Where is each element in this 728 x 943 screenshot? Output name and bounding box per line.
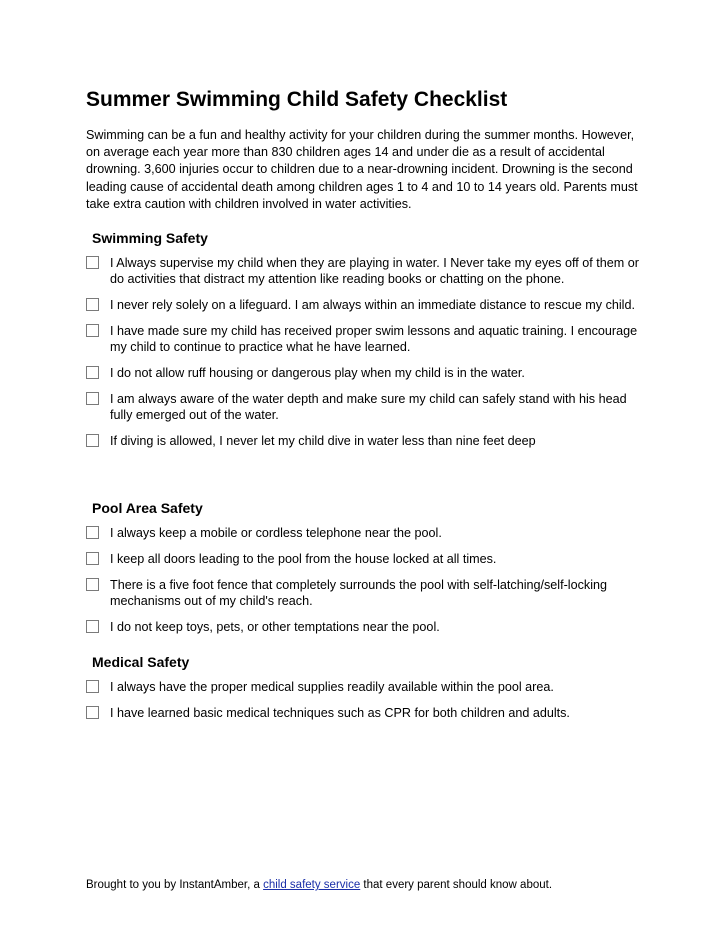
section-medical-safety <box>86 653 646 731</box>
checkbox[interactable] <box>86 256 99 269</box>
checklist-item <box>86 619 640 635</box>
footer-suffix: that every parent should know about. <box>360 879 553 891</box>
section-heading: Pool Area Safety <box>92 500 203 516</box>
checklist-item-text: There is a five foot fence that completely surrounds the pool with self-latching/self-locking mechanisms out of my child's reach. <box>110 578 608 608</box>
checklist-item <box>86 705 640 721</box>
checkbox[interactable] <box>86 578 99 591</box>
checklist-item-text: I have made sure my child has received proper swim lessons and aquatic training. I encourage my child to continue to practice what he have learned. <box>110 324 638 354</box>
section-pool-area-safety <box>86 499 646 645</box>
intro-paragraph: Swimming can be a fun and healthy activity for your children during the summer months. However, on average each year more than 830 children ages 14 and under die as a result of accidental drowning. 3,600 injuries occur to children due to a near-drowning incident. Drowning is the second leading cause of accidental death among children ages 1 to 4 and 10 to 14 years old. Parents must take extra caution with children involved in water activities. <box>86 128 638 211</box>
footer <box>86 878 552 892</box>
checkbox[interactable] <box>86 680 99 693</box>
checklist-item-text: I never rely solely on a lifeguard. I am always within an immediate distance to rescue my child. <box>110 298 635 312</box>
checklist-item <box>86 323 640 355</box>
checklist-item-text: I do not keep toys, pets, or other temptations near the pool. <box>110 620 440 634</box>
checkbox[interactable] <box>86 366 99 379</box>
child-safety-service-link[interactable]: child safety service <box>263 879 361 891</box>
checklist-item-text: If diving is allowed, I never let my child dive in water less than nine feet deep <box>110 434 536 448</box>
checkbox[interactable] <box>86 526 99 539</box>
checkbox[interactable] <box>86 434 99 447</box>
checklist-item-text: I do not allow ruff housing or dangerous play when my child is in the water. <box>110 366 525 380</box>
checkbox[interactable] <box>86 706 99 719</box>
section-swimming-safety <box>86 229 646 459</box>
checklist-item <box>86 391 640 423</box>
checklist-item <box>86 365 640 381</box>
checklist-item-text: I keep all doors leading to the pool from the house locked at all times. <box>110 552 497 566</box>
checkbox[interactable] <box>86 298 99 311</box>
checklist-item-text: I Always supervise my child when they are playing in water. I Never take my eyes off of them or do activities that distract my attention like reading books or chatting on the phone. <box>110 256 639 286</box>
checklist-item <box>86 525 640 541</box>
checkbox[interactable] <box>86 392 99 405</box>
page-title: Summer Swimming Child Safety Checklist <box>86 88 508 111</box>
checkbox[interactable] <box>86 324 99 337</box>
footer-prefix: Brought to you by InstantAmber, a <box>86 879 264 891</box>
checklist-item <box>86 255 640 287</box>
checklist-item-text: I always have the proper medical supplies readily available within the pool area. <box>110 680 554 694</box>
section-heading: Swimming Safety <box>92 230 208 246</box>
checklist-item-text: I am always aware of the water depth and make sure my child can safely stand with his head fully emerged out of the water. <box>110 392 627 422</box>
checklist-item-text: I always keep a mobile or cordless telephone near the pool. <box>110 526 442 540</box>
checklist-item <box>86 679 640 695</box>
section-heading: Medical Safety <box>92 654 190 670</box>
checkbox[interactable] <box>86 620 99 633</box>
checklist-item <box>86 433 640 449</box>
checklist-item <box>86 551 640 567</box>
checkbox[interactable] <box>86 552 99 565</box>
checklist-item <box>86 297 640 313</box>
checklist-item <box>86 577 640 609</box>
checklist-item-text: I have learned basic medical techniques such as CPR for both children and adults. <box>110 706 570 720</box>
